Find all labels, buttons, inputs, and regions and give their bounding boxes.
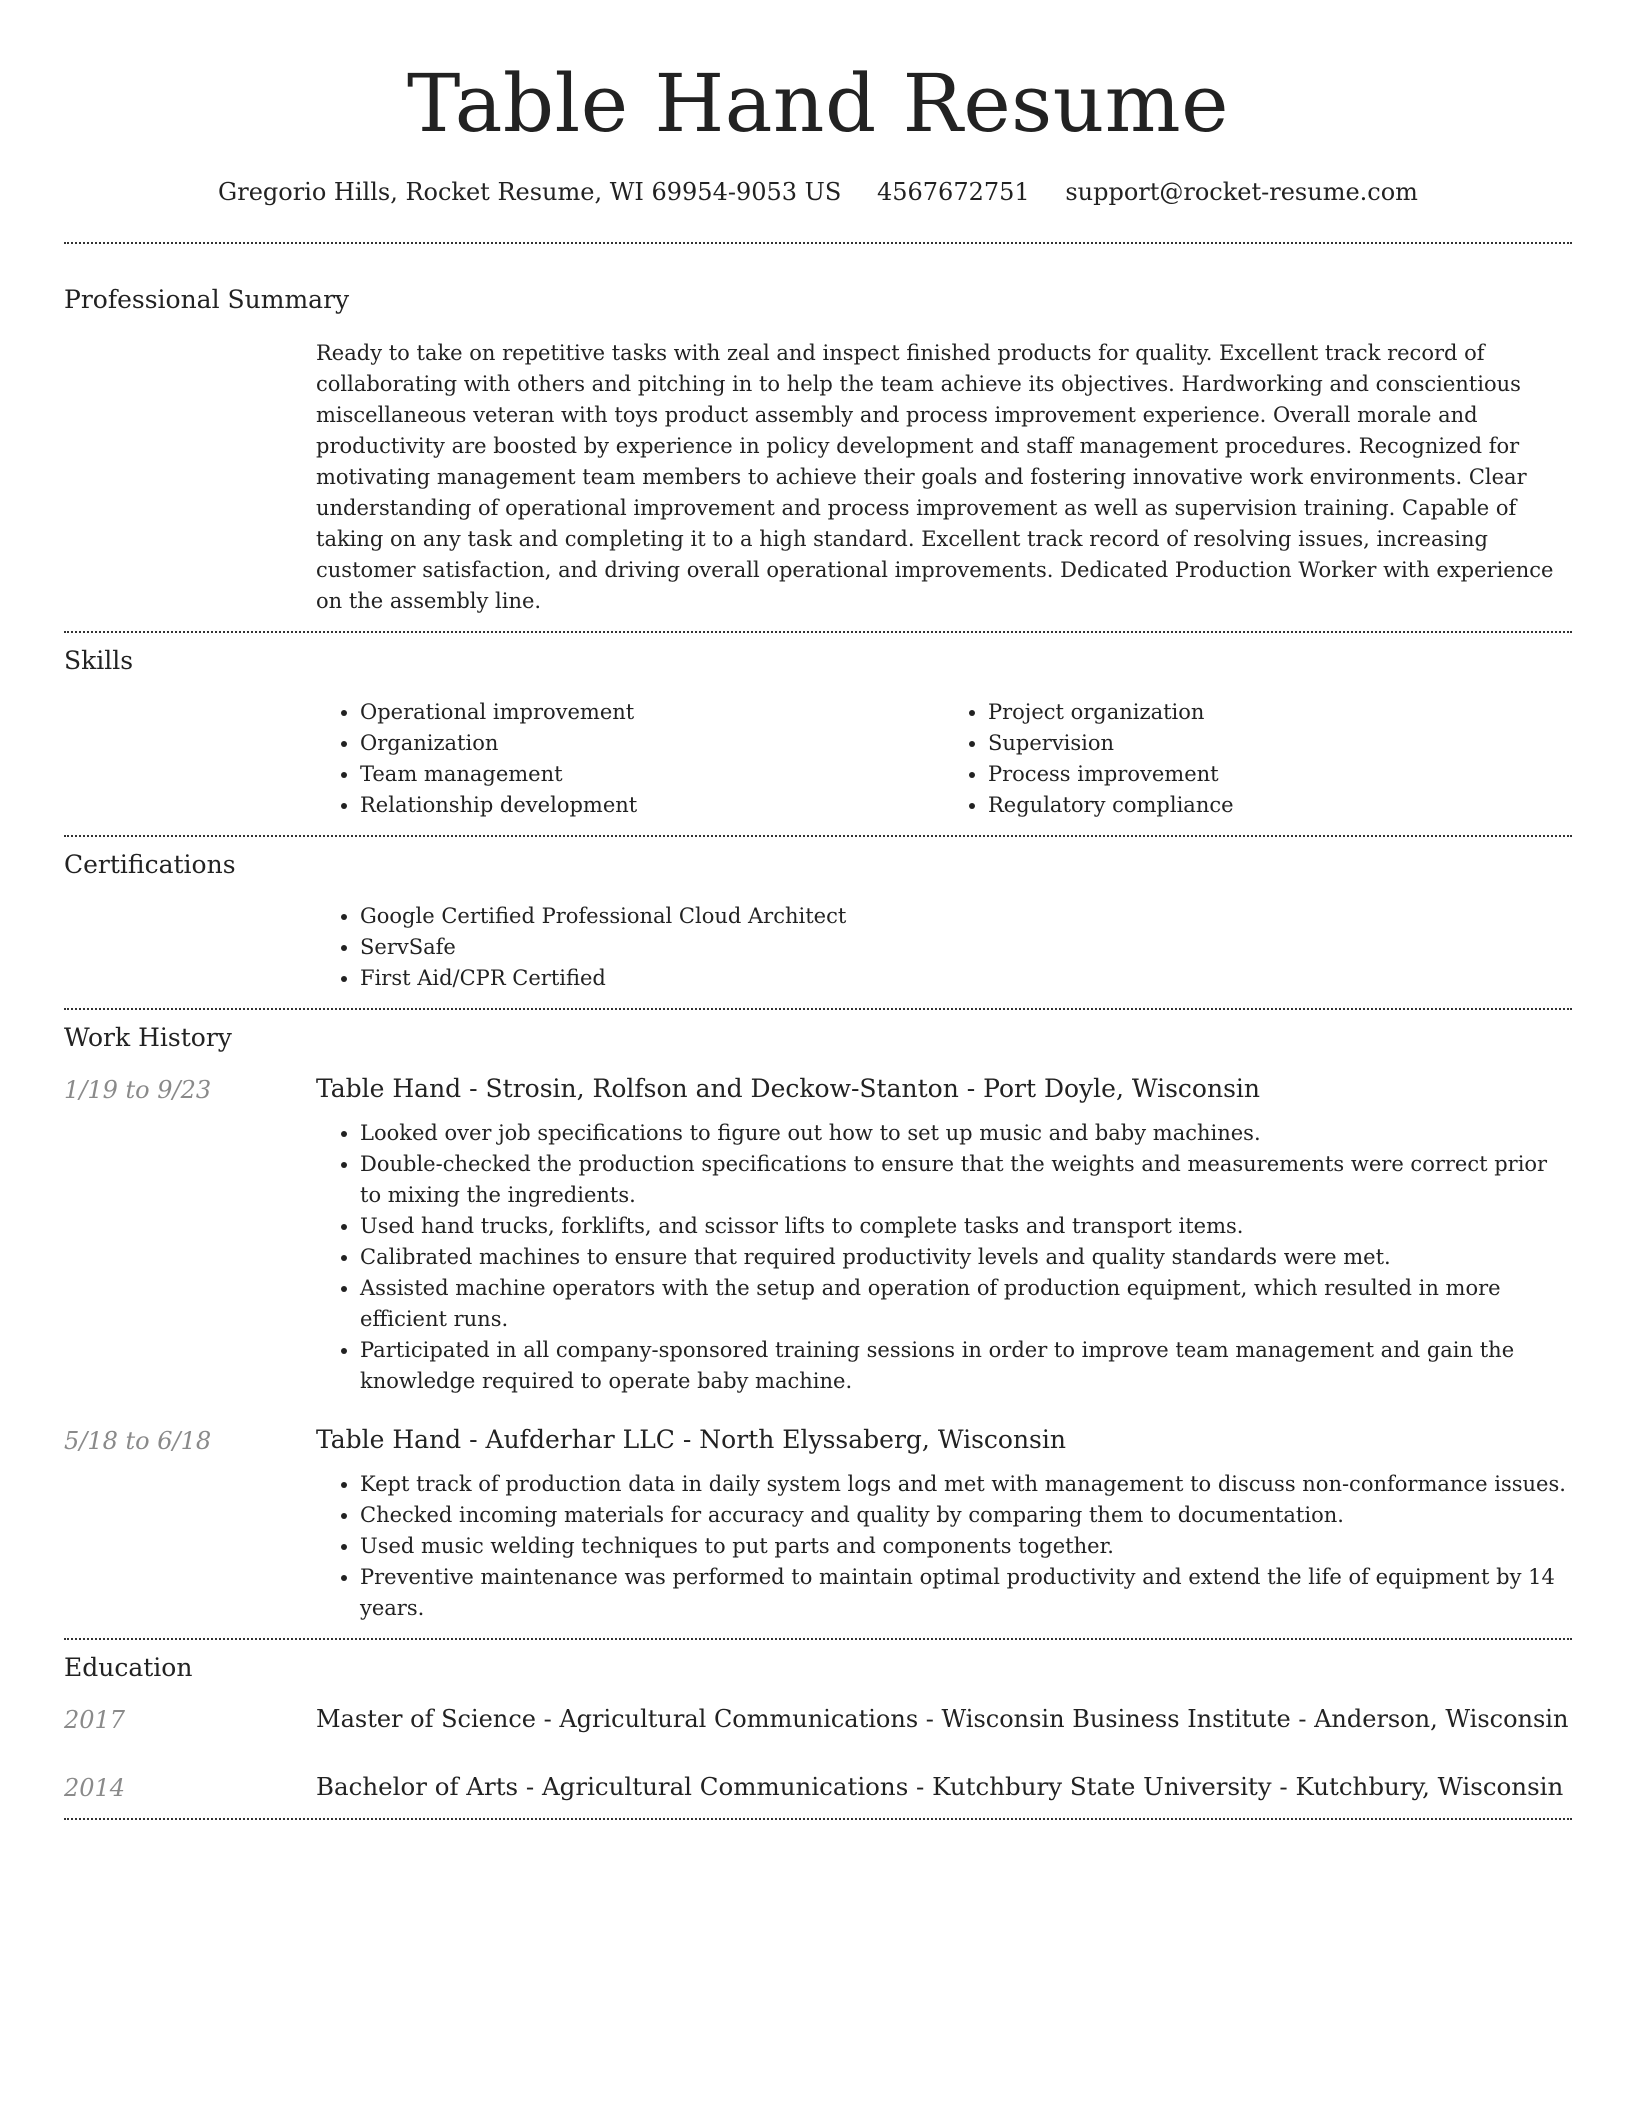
list-item: • Team management bbox=[360, 759, 944, 790]
list-item: • Process improvement bbox=[988, 759, 1572, 790]
list-item: • ServSafe bbox=[360, 932, 1572, 963]
work-heading: Work History bbox=[64, 1023, 232, 1052]
list-item: • Participated in all company-sponsored training sessions in order to improve team management and gain the knowledge required to operate baby machine. bbox=[360, 1335, 1572, 1397]
list-item: • Preventive maintenance was performed to maintain optimal productivity and extend the life of equipment by 14 years. bbox=[360, 1562, 1572, 1624]
list-item: • Used music welding techniques to put parts and components together. bbox=[360, 1531, 1572, 1562]
summary-section bbox=[64, 244, 1572, 631]
list-item: • Organization bbox=[360, 728, 944, 759]
contact-email: support@rocket-resume.com bbox=[1065, 178, 1418, 206]
list-item: • Google Certified Professional Cloud Architect bbox=[360, 901, 1572, 932]
job-title: Table Hand - Strosin, Rolfson and Deckow-Stanton - Port Doyle, Wisconsin bbox=[316, 1074, 1261, 1103]
list-item: • Kept track of production data in daily system logs and met with management to discuss non-conformance issues. bbox=[360, 1469, 1572, 1500]
contact-address: Gregorio Hills, Rocket Resume, WI 69954-9053 US bbox=[218, 178, 842, 206]
list-item: • Regulatory compliance bbox=[988, 790, 1572, 821]
list-item: • Looked over job specifications to figure out how to set up music and baby machines. bbox=[360, 1118, 1572, 1149]
job-duties bbox=[316, 1118, 1572, 1397]
list-item: • Checked incoming materials for accuracy and quality by comparing them to documentation. bbox=[360, 1500, 1572, 1531]
education-entry bbox=[64, 1702, 1572, 1736]
skills-columns bbox=[316, 697, 1572, 821]
summary-heading: Professional Summary bbox=[64, 285, 350, 314]
job-duties bbox=[316, 1469, 1572, 1624]
job-entry bbox=[64, 1072, 1572, 1397]
skills-list-left bbox=[316, 697, 944, 821]
list-item: • Relationship development bbox=[360, 790, 944, 821]
divider bbox=[64, 1818, 1572, 1820]
skills-list-right bbox=[944, 697, 1572, 821]
job-dates: 1/19 to 9/23 bbox=[64, 1076, 212, 1104]
education-degree: Bachelor of Arts - Agricultural Communications - Kutchbury State University - Kutchbury, Wisconsin bbox=[316, 1772, 1564, 1801]
education-heading: Education bbox=[64, 1653, 193, 1682]
job-dates: 5/18 to 6/18 bbox=[64, 1427, 212, 1455]
work-section bbox=[64, 1010, 1572, 1638]
list-item: • First Aid/CPR Certified bbox=[360, 963, 1572, 994]
education-degree: Master of Science - Agricultural Communications - Wisconsin Business Institute - Anderson, Wisconsin bbox=[316, 1705, 1569, 1733]
list-item: • Supervision bbox=[988, 728, 1572, 759]
job-duties-list bbox=[316, 1118, 1572, 1397]
job-entry bbox=[64, 1423, 1572, 1624]
education-year: 2017 bbox=[64, 1706, 126, 1734]
list-item: • Operational improvement bbox=[360, 697, 944, 728]
education-section bbox=[64, 1640, 1572, 1818]
education-entry bbox=[64, 1770, 1572, 1804]
resume-title: Table Hand Resume bbox=[407, 57, 1229, 150]
resume-page bbox=[64, 0, 1572, 1820]
certifications-list-wrap bbox=[316, 901, 1572, 994]
skills-section bbox=[64, 633, 1572, 835]
list-item: • Used hand trucks, forklifts, and scissor lifts to complete tasks and transport items. bbox=[360, 1211, 1572, 1242]
list-item: • Double-checked the production specifications to ensure that the weights and measurements were correct prior to mixing the ingredients. bbox=[360, 1149, 1572, 1211]
contact-phone: 4567672751 bbox=[876, 178, 1030, 206]
certifications-section bbox=[64, 837, 1572, 1008]
list-item: • Calibrated machines to ensure that required productivity levels and quality standards were met. bbox=[360, 1242, 1572, 1273]
skills-heading: Skills bbox=[64, 646, 134, 675]
job-title: Table Hand - Aufderhar LLC - North Elyssaberg, Wisconsin bbox=[316, 1425, 1066, 1454]
job-duties-list bbox=[316, 1469, 1572, 1624]
list-item: • Assisted machine operators with the setup and operation of production equipment, which resulted in more efficient runs. bbox=[360, 1273, 1572, 1335]
summary-text: Ready to take on repetitive tasks with zeal and inspect finished products for quality. Excellent track record of collaborating with others and pitching in to help the team achieve its objectives. Hardworking and conscientious miscellaneous veteran with toys product assembly and process improvement experience. Overall morale and productivity are boosted by experience in policy development and staff management procedures. Recognized for motivating management team members to achieve their goals and fostering innovative work environments. Clear understanding of operational improvement and process improvement as well as supervision training. Capable of taking on any task and completing it to a high standard. Excellent track record of resolving issues, increasing customer satisfaction, and driving overall operational improvements. Dedicated Production Worker with experience on the assembly line. bbox=[316, 341, 1554, 613]
education-year: 2014 bbox=[64, 1774, 126, 1802]
certifications-list bbox=[316, 901, 1572, 994]
certifications-heading: Certifications bbox=[64, 850, 236, 879]
list-item: • Project organization bbox=[988, 697, 1572, 728]
contact-line bbox=[64, 176, 1572, 208]
